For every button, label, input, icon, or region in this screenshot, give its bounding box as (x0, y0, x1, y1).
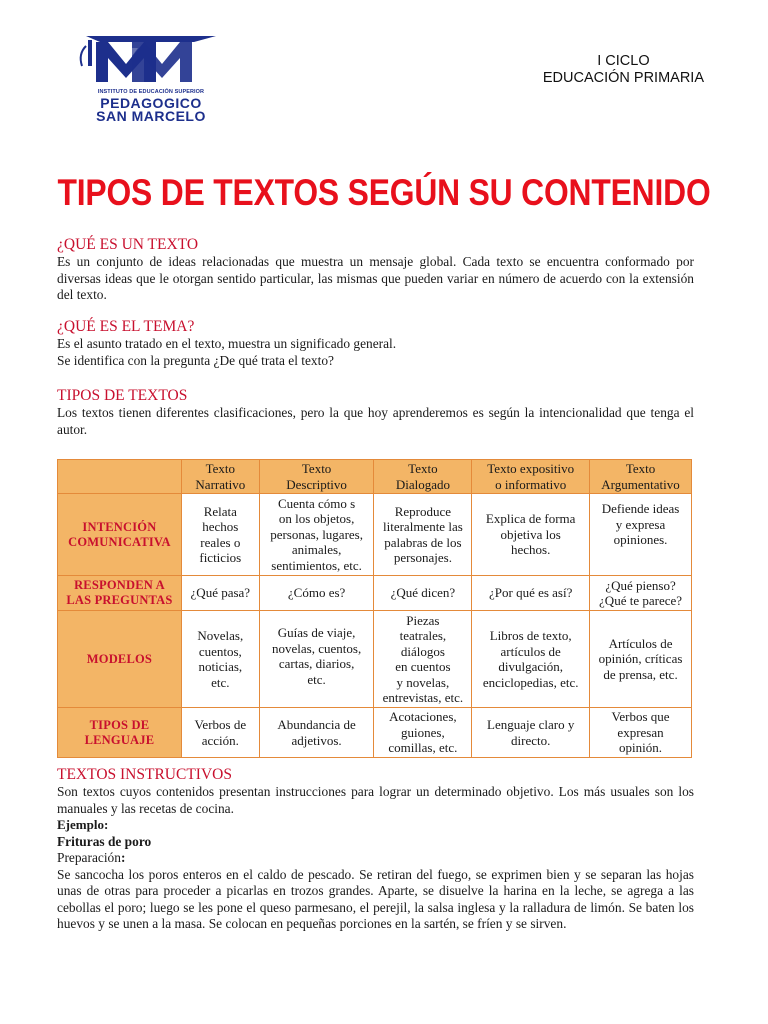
table-corner-cell (58, 460, 182, 494)
logo-line1: PEDAGOGICO (100, 95, 202, 111)
table-cell: Verbos de acción. (181, 708, 259, 758)
row-header: TIPOS DE LENGUAJE (58, 708, 182, 758)
section-heading: ¿QUÉ ES UN TEXTO (57, 236, 199, 253)
section-body-line1: Es el asunto tratado en el texto, muestra un significado general. (57, 336, 397, 351)
section-body: Son textos cuyos contenidos presentan instrucciones para lograr un determinado objetivo. Los más usuales son los manuales y las recetas de cocina. (57, 784, 694, 816)
logo-institute-text: INSTITUTO DE EDUCACIÓN SUPERIOR (97, 89, 205, 95)
table-cell: ¿Cómo es? (259, 576, 374, 611)
table-row (58, 494, 692, 576)
table-cell: Abundancia de adjetivos. (259, 708, 374, 758)
page-title: TIPOS DE TEXTOS SEGÚN SU CONTENIDO (57, 172, 711, 213)
table-cell: Piezas teatrales, diálogos en cuentos y novelas, entrevistas, etc. (374, 611, 472, 708)
column-header: Texto Narrativo (181, 460, 259, 494)
section-instructivos (57, 766, 694, 933)
row-header: MODELOS (58, 611, 182, 708)
section-heading: TIPOS DE TEXTOS (57, 387, 188, 404)
column-header: Texto Argumentativo (590, 460, 692, 494)
column-header: Texto Dialogado (374, 460, 472, 494)
table-cell: Artículos de opinión, críticas de prensa, etc. (590, 611, 692, 708)
table-row (58, 708, 692, 758)
example-label: Ejemplo: (57, 817, 109, 832)
table-cell: Reproduce literalmente las palabras de los personajes. (374, 494, 472, 576)
table-cell: Libros de texto, artículos de divulgación, enciclopedias, etc. (472, 611, 590, 708)
section-heading: TEXTOS INSTRUCTIVOS (57, 766, 232, 783)
column-header: Texto Descriptivo (259, 460, 374, 494)
table-cell: ¿Por qué es así? (472, 576, 590, 611)
table-cell: Guías de viaje, novelas, cuentos, cartas, diarios, etc. (259, 611, 374, 708)
table-cell: ¿Qué dicen? (374, 576, 472, 611)
table-cell: Defiende ideas y expresa opiniones. (590, 494, 692, 576)
table-row (58, 611, 692, 708)
prep-heading (57, 850, 694, 867)
table-cell: Novelas, cuentos, noticias, etc. (181, 611, 259, 708)
section-body: Es un conjunto de ideas relacionadas que muestra un mensaje global. Cada texto se encuentra conformado por diversas ideas que le otorgan sentido particular, las mismas que pueden variar en número de acuerdo con la extensión del texto. (57, 254, 694, 302)
text-types-table (57, 459, 692, 758)
prep-colon: : (120, 850, 126, 865)
column-header: Texto expositivo o informativo (472, 460, 590, 494)
row-header: RESPONDEN A LAS PREGUNTAS (58, 576, 182, 611)
table-header-row (58, 460, 692, 494)
recipe-body: Se sancocha los poros enteros en el caldo de pescado. Se retiran del fuego, se exprimen bien y se separan las hojas unas de otras para proceder a picarlas en trozos grandes. Aparte, se disuelve la harina en la leche, se agrega a las cebollas el poro; luego se les pone el queso parmesano, el perejil, la salsa inglesa y la ralladura de limón. Se baten los huevos y se unen a la masa. Se colocan en pequeñas porciones en la sartén, se fríen y se sirven. (57, 866, 694, 931)
section-body-line2: Se identifica con la pregunta ¿De qué trata el texto? (57, 352, 334, 368)
table-cell: Verbos que expresan opinión. (590, 708, 692, 758)
table-cell: Cuenta cómo s on los objetos, personas, lugares, animales, sentimientos, etc. (259, 494, 374, 576)
row-header: INTENCIÓN COMUNICATIVA (58, 494, 182, 576)
section-que-es-texto (57, 236, 694, 304)
section-que-es-tema (57, 318, 694, 369)
program-label: EDUCACIÓN PRIMARIA (542, 70, 704, 86)
institute-logo (66, 32, 226, 124)
table-cell: ¿Qué pienso? ¿Qué te parece? (590, 576, 692, 611)
logo-line2: SAN MARCELO (96, 108, 206, 124)
section-body: Los textos tienen diferentes clasificaciones, pero la que hoy aprenderemos es según la intencionalidad que tenga el autor. (57, 405, 694, 437)
prep-label: Preparación (57, 850, 121, 865)
table-row (58, 576, 692, 611)
cycle-label: I CICLO (597, 53, 650, 69)
table-cell: Acotaciones, guiones, comillas, etc. (374, 708, 472, 758)
table-cell: ¿Qué pasa? (181, 576, 259, 611)
table-cell: Lenguaje claro y directo. (472, 708, 590, 758)
table-cell: Relata hechos reales o ficticios (181, 494, 259, 576)
table-cell: Explica de forma objetiva los hechos. (472, 494, 590, 576)
section-tipos (57, 387, 694, 438)
section-heading: ¿QUÉ ES EL TEMA? (57, 318, 195, 335)
recipe-title: Frituras de poro (57, 834, 152, 849)
course-header (543, 53, 704, 87)
